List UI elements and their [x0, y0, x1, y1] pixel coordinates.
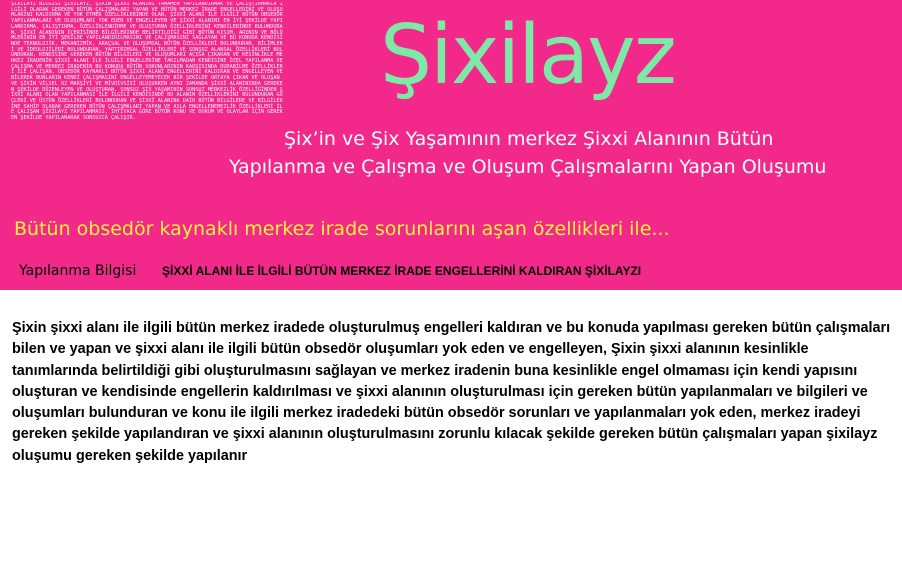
header-banner [0, 0, 902, 290]
body-paragraph: Şixin şixxi alanı ile ilgili bütün merkez iradede oluşturulmuş engelleri kaldıran ve bu konuda yapılması gereken bütün çalışmaları bilen ve yapan ve şixxi alanı ile ilgili bütün obsedör oluşumları yok eden ve engelleyen, Şixin şixxi alanının kesinlikle tanımlarında belirtildiği gibi oluşturulmasını sağlayan ve merkez iradenin buna kesinlikle engel olmaması için kendi yapısını oluşturan ve kendisinde engellerin kaldırılması ve şixxi alanının oluşturulması için gereken bütün yapılanmaları ve bilgileri ve oluşumları bulunduran ve konu ile ilgili merkez iradedeki bütün obsedör sorunları ve yapılanmaları yok eden, merkez iradeyi gereken şekilde yapılandıran ve şixxi alanının oluşturulmasını zorunlu kılacak şekilde gereken bütün çalışmaları yapan şixilayz oluşumu gereken şekilde yapılanır [12, 320, 891, 464]
info-title: ŞİXXİ ALANI İLE İLGİLİ BÜTÜN MERKEZ İRADE ENGELLERİNİ KALDIRAN ŞİXİLAYZI [162, 264, 642, 278]
brand-title: Şixilayz [380, 8, 675, 103]
subtitle-line-1: Şix’in ve Şix Yaşamının merkez Şixxi Alanının Bütün [284, 128, 774, 150]
tagline: Bütün obsedör kaynaklı merkez irade sorunlarını aşan özellikleri ile... [14, 218, 670, 240]
info-label: Yapılanma Bilgisi [19, 263, 137, 279]
subtitle-line-2: Yapılanma ve Çalışma ve Oluşum Çalışmalarını Yapan Oluşumu [229, 156, 827, 178]
header-mini-text: ŞİXİLAYZ BİLGİSİ ŞİXİLAYZ, ŞİXİN ŞİXXİ ALANINI TAMAMEN YAPILANDIRMAK VE ÇALIŞTIRMAKLA İLGİLİ OLARAK GEREKEN BÜTÜN ÇALIŞMALARI YAPAN VE BÜTÜN MERKEZ İRADE ENGELLERİNİ VE OLUŞUMLARINI KALDIRMA VE YOK ETMEK ÖZELLİKLERİNDE OLAN, ŞİXXİ ALANI İLE İLGİLİ BÜTÜN OBSEDÖR YAPILANMALARI VE OLUŞUMLARI YOK EDEN VE ENGELLEYEN VE ŞİXXİ ALANINI EN İYİ ŞEKİLDE YAPILANDIRMA, ÇALIŞTIRMA, ÖZELLİKLENDİRME VE OLUŞTURMA ÖZELLİKLERİNİ KENDİLERİNDE BULUNDURAN, ŞİXXİ ALANININ İÇERİSİNDE BİLGİLERİNDE BELİRTİLDİĞİ GİBİ BÜTÜN KISIM, ARININ VE BÖLÜMLERİNİN EN İYİ ŞEKİLDE YAPILANDIRILMASINI VE ÇALIŞMASINI SAĞLAYAN VE BU KONUDA KENDİSİNDE TEKNOLOJİK, MEKANİZMİK, ARAÇSAL VE OLUŞUMSAL BÜTÜN ÖZELLİKLERİ BULUNDURAN, BİLİMLERİ VE İDEOLOJİLERİ BULUNDURAN, YAPTIRIMSAL ÖZELLİKLERİ VE SONSUZ ALANSAL ÖZELLİKLERİ BULUNDURAN, KENDİSİNE GEREKEN BÜTÜN BİLGİLERİ VE OLUŞUMLARI AÇIĞA ÇIKARAN VE KESİNLİKLE MERKEZ İRADENİN ŞİXXİ ALANI İLE İLGİLİ ENGELLERİNE TAKILMADAN KENDİSİNE ÖZEL YAPILANMA VE ÇALIŞMA VE MERKEZ İRADENİN BU KONUDA BÜTÜN SORUNLARININ KARŞISINDA DURABİLME ÖZELLİKLERİ İLE ÇALIŞAN, OBSEDÖR KAYNAKLI BÜTÜN ŞİXXİ ALANI ENGELLERİNİ KALDIRAN VE ENGELLEYEN VE BİLEREK BUNLARIN KENDİ ÇALIŞMASINI ENGELLEYEMEYECEK BİR ŞEKİLDE ORTAYA ÇIKAN VE OLUŞAN VE ŞİXİN VİLSEL OZ MARŞİYİ VE MİVDİVSİSİ OLUŞURKEN AYNI ZAMANDA ŞİXXİ ALANININDA GEREKEN ŞEKİLDE DÜZENLEYEN VE OLUŞTURAN, SONSUZ ŞİX YAŞAMININ SONSUZ MERKEZLİK ÖZELLİĞİNDEN ŞİXXİ ALANI OLAN YAPILANMASI İLE İLGİLİ KENDİSİNDE BU ALANIN ÖZELLİKLERİNİ BULUNDURAN GÜÇLERİ VE ÜSTÜN ÖZELLİKLERİ BULUNDURAN VE ŞİXXİ ALANINA DAİR BÜTÜN BİLGİLERE VE BİLGİLERİNE SAHİP OLARAK GEREKEN BÜTÜN ÇALIŞMALARI YAPAN VE ASLA ENGELLENEMEZLİK ÖZELLİKLERİ İLE ÇALIŞAN ŞİXİLAYZ YAPILANMASI, İHTİYACA GÖRE BÜTÜN KONU VE DURUM VE OLAYLAR İÇİN GEREKEN ŞEKİLDE YAPILANARAK SONSUZCA ÇALIŞIR. [11, 2, 283, 122]
